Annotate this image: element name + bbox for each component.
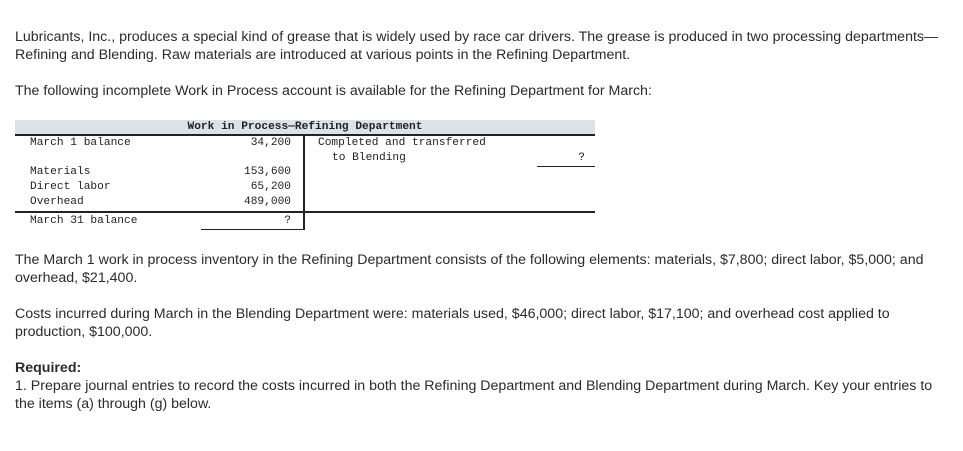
ending-value: ?: [284, 215, 291, 227]
account-intro: The following incomplete Work in Process account is available for the Refining Department for March:: [15, 83, 652, 99]
debit-label: Materials: [30, 166, 91, 178]
debit-label: March 1 balance: [30, 137, 131, 149]
credit-label-line1: Completed and transferred: [318, 137, 486, 149]
credit-label-line2: to Blending: [332, 152, 406, 164]
ending-label: March 31 balance: [30, 215, 138, 227]
credit-underline: [537, 166, 595, 167]
credit-value: ?: [578, 152, 585, 164]
t-account-wip-refining: [15, 120, 595, 230]
intro-paragraph: Lubricants, Inc., produces a special kind of grease that is widely used by race car drivers. The grease is produced in two processing departments—Refining and Blending. Raw materials are introduced at various points in the Refining Department.: [15, 29, 939, 63]
required-heading: Required:: [15, 360, 82, 376]
wip-elements-paragraph: The March 1 work in process inventory in the Refining Department consists of the following elements: materials, $7,800; direct labor, $5,000; and overhead, $21,400.: [15, 252, 924, 286]
total-rule: [15, 211, 595, 213]
required-item-1: 1. Prepare journal entries to record the costs incurred in both the Refining Department and Blending Department during March. Key your entries to the items (a) through (g) below.: [15, 378, 933, 412]
debit-label: Direct labor: [30, 181, 111, 193]
t-account-title: Work in Process—Refining Department: [15, 120, 595, 136]
debit-value: 153,600: [244, 166, 291, 178]
debit-value: 65,200: [250, 181, 291, 193]
debit-label: Overhead: [30, 196, 84, 208]
ending-underline: [201, 229, 303, 230]
blending-costs-paragraph: Costs incurred during March in the Blending Department were: materials used, $46,000; direct labor, $17,100; and overhead cost applied to production, $100,000.: [15, 306, 890, 340]
debit-value: 34,200: [250, 137, 291, 149]
debit-value: 489,000: [244, 196, 291, 208]
t-account-divider: [303, 136, 305, 230]
